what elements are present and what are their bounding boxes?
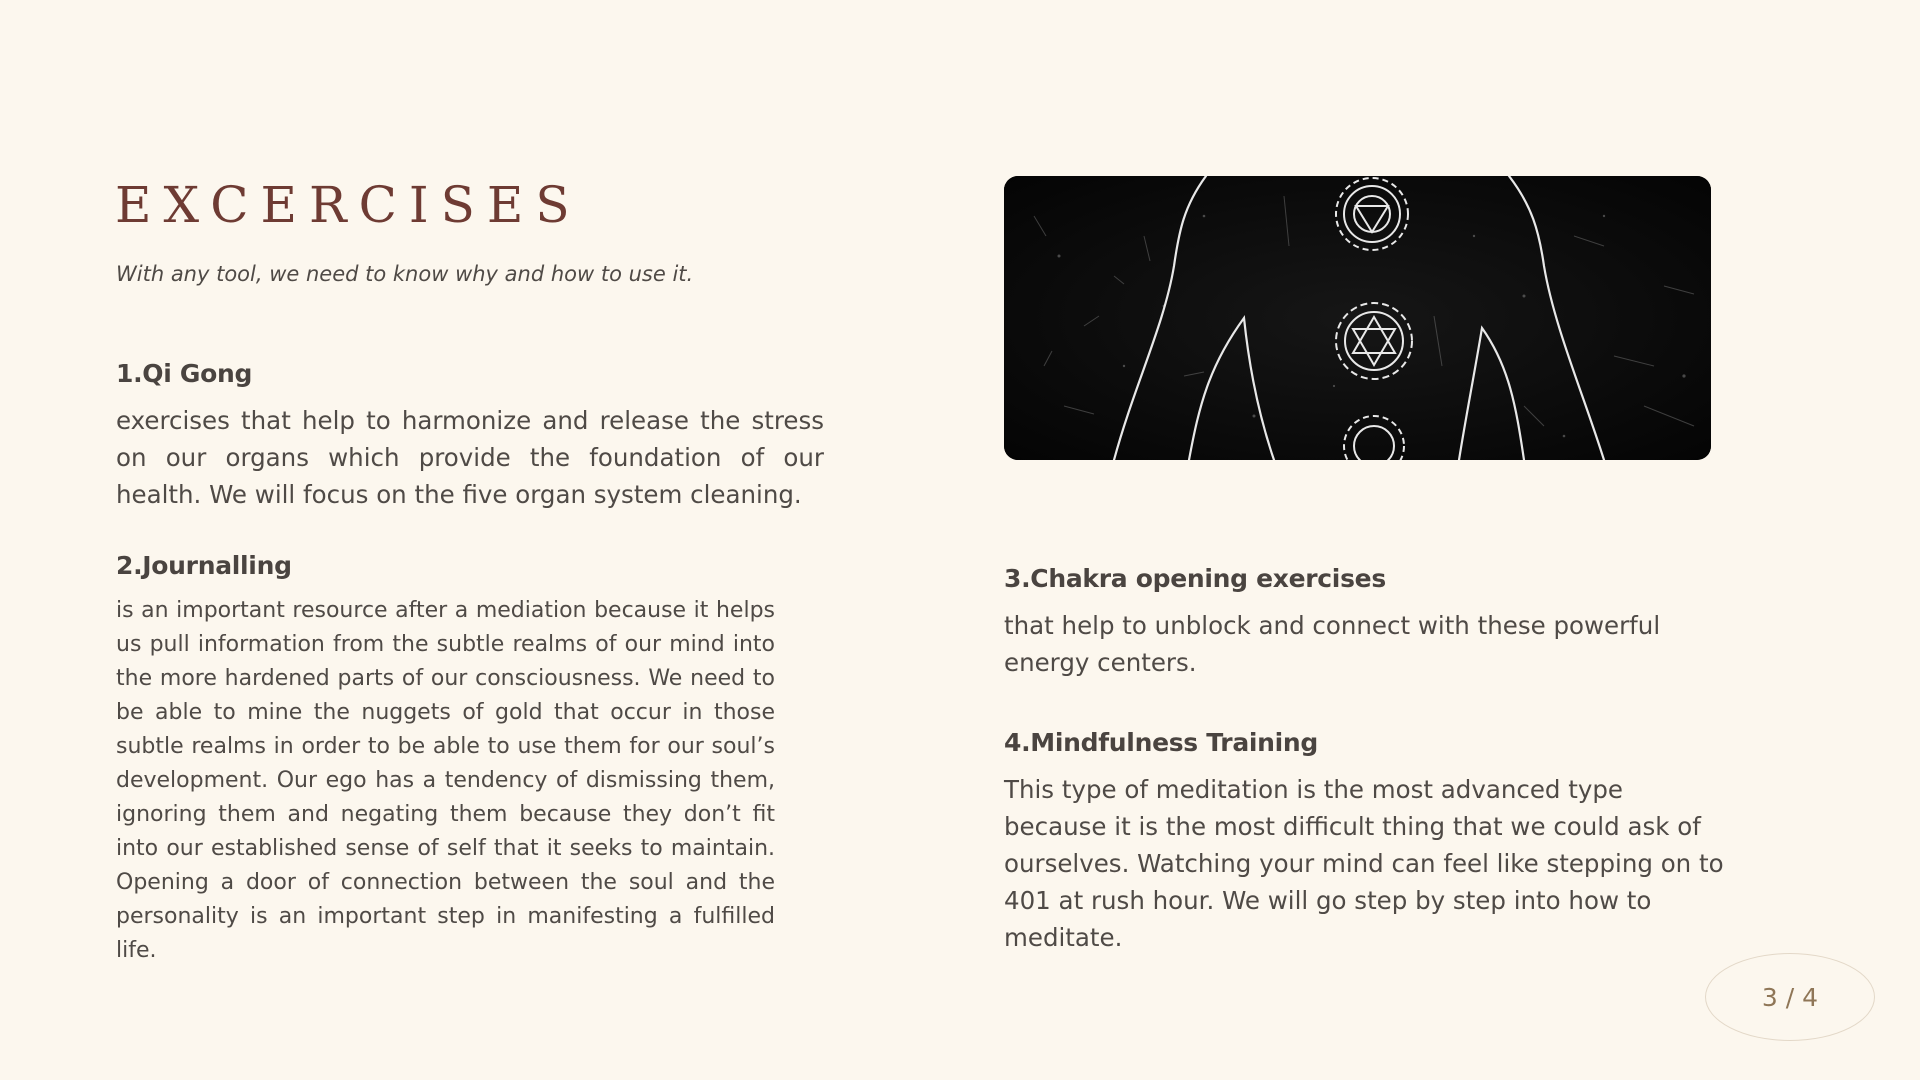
section-body: is an important resource after a mediation because it helps us pull information from the subtle realms of our mind into the more hardened parts of our consciousness. We need to be able to mine the nuggets of gold that occur in those subtle realms in order to be able to use them for our soul’s development. Our ego has a tendency of dismissing them, ignoring them and negating them because they don’t fit into our established sense of self that it seeks to maintain. Opening a door of connection between the soul and the personality is an important step in manifesting a fulfilled life. <box>116 598 775 963</box>
section-heading: 1.Qi Gong <box>116 359 253 388</box>
section-heading: 3.Chakra opening exercises <box>1004 564 1386 593</box>
chakra-body-illustration-icon <box>1004 176 1711 460</box>
page-indicator[interactable]: 3 / 4 <box>1705 953 1875 1041</box>
chakra-illustration <box>1004 176 1711 460</box>
section-body: This type of meditation is the most advanced type because it is the most difficult thing that we could ask of ourselves. Watching your mind can feel like stepping on to 401 at rush hour. We will go step by step into how to meditate. <box>1004 775 1724 952</box>
section-heading: 4.Mindfulness Training <box>1004 728 1319 757</box>
section-chakra-opening <box>1004 564 1724 681</box>
page-title: EXCERCISES <box>115 176 582 234</box>
section-body: exercises that help to harmonize and release the stress on our organs which provide the foundation of our health. We will focus on the five organ system cleaning. <box>116 406 824 509</box>
page-subtitle: With any tool, we need to know why and how to use it. <box>116 262 694 286</box>
section-body: that help to unblock and connect with these powerful energy centers. <box>1004 611 1661 677</box>
section-qi-gong <box>116 359 824 513</box>
section-mindfulness-training <box>1004 728 1724 956</box>
section-journalling <box>116 551 775 968</box>
section-heading: 2.Journalling <box>116 551 292 580</box>
